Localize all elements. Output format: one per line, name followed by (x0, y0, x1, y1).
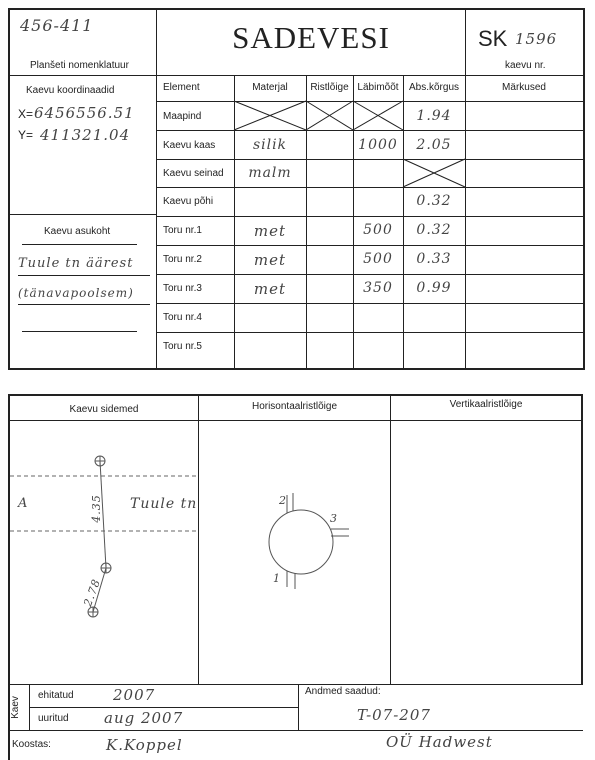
sk-prefix: SK (478, 26, 508, 51)
row-element: Kaevu seinad (163, 168, 224, 179)
row-abs: 2.05 (416, 137, 452, 153)
company-value: OÜ Hadwest (386, 733, 493, 751)
row-abs: 1.94 (416, 108, 452, 124)
ehitatud-value: 2007 (113, 686, 156, 704)
y-value: 411321.04 (40, 126, 131, 144)
nomenclature-value: 456-411 (20, 16, 94, 35)
row-abs: 0.99 (416, 280, 452, 296)
row-materjal: silik (252, 137, 288, 153)
pipe-label-3: 3 (330, 512, 338, 525)
sketch-label-a: A (18, 496, 29, 511)
row-materjal: met (253, 280, 287, 298)
header-abs-korgus: Abs.kõrgus (408, 82, 460, 93)
location-line-1: Tuule tn äärest (18, 256, 134, 271)
header-ristloige: Ristlõige (310, 82, 349, 93)
row-element: Toru nr.4 (163, 312, 202, 323)
header-labimoot: Läbimõõt (357, 82, 399, 93)
row-materjal: met (253, 222, 287, 240)
row-element: Kaevu põhi (163, 196, 214, 207)
row-element: Toru nr.2 (163, 254, 202, 265)
row-materjal: malm (248, 165, 292, 181)
uuritud-label: uuritud (38, 713, 69, 724)
kaevu-nr-label: kaevu nr. (505, 60, 546, 71)
row-labimoot: 1000 (358, 137, 398, 153)
row-element: Toru nr.5 (163, 341, 202, 352)
sketch-distance-2: 2.78 (81, 576, 104, 609)
sketch-street-label: Tuule tn (130, 496, 198, 512)
row-labimoot: 500 (363, 222, 393, 238)
x-label: X= (18, 107, 34, 121)
ehitatud-label: ehitatud (38, 690, 74, 701)
horizontal-section-drawing (269, 493, 349, 589)
x-value: 6456556.51 (34, 104, 135, 122)
horiz-label: Horisontaalristlõige (251, 401, 338, 412)
row-labimoot: 350 (363, 280, 393, 296)
uuritud-value: aug 2007 (104, 709, 184, 727)
location-line-2: (tänavapoolsem) (18, 286, 134, 300)
header-element: Element (163, 82, 200, 93)
pipe-label-1: 1 (273, 572, 281, 585)
koostas-label: Koostas: (12, 739, 51, 750)
header-materjal: Materjal (252, 82, 288, 93)
row-element: Maapind (163, 111, 202, 122)
sketch-distance-1: 4.35 (89, 494, 103, 523)
row-abs: 0.32 (416, 222, 452, 238)
header-markused: Märkused (502, 82, 546, 93)
coords-label: Kaevu koordinaadid (26, 85, 115, 96)
page-title: SADEVESI (232, 20, 390, 55)
row-element: Toru nr.1 (163, 225, 202, 236)
row-element: Kaevu kaas (163, 140, 216, 151)
kaev-label: Kaev (9, 696, 21, 719)
pipe-label-2: 2 (279, 494, 287, 507)
andmed-label: Andmed saadud: (305, 686, 381, 697)
row-materjal: met (253, 251, 287, 269)
vert-label: Vertikaalristlõige (449, 399, 523, 410)
andmed-value: T-07-207 (357, 706, 431, 724)
sidemed-label: Kaevu sidemed (69, 404, 139, 415)
row-labimoot: 500 (363, 251, 393, 267)
location-label: Kaevu asukoht (44, 226, 111, 237)
nomenclature-label: Planšeti nomenklatuur (30, 60, 129, 71)
row-abs: 0.32 (416, 193, 452, 209)
row-abs: 0.33 (416, 251, 452, 267)
sk-number: 1596 (515, 30, 558, 48)
row-element: Toru nr.3 (163, 283, 202, 294)
y-label: Y= (18, 128, 34, 142)
koostas-value: K.Koppel (106, 736, 183, 754)
